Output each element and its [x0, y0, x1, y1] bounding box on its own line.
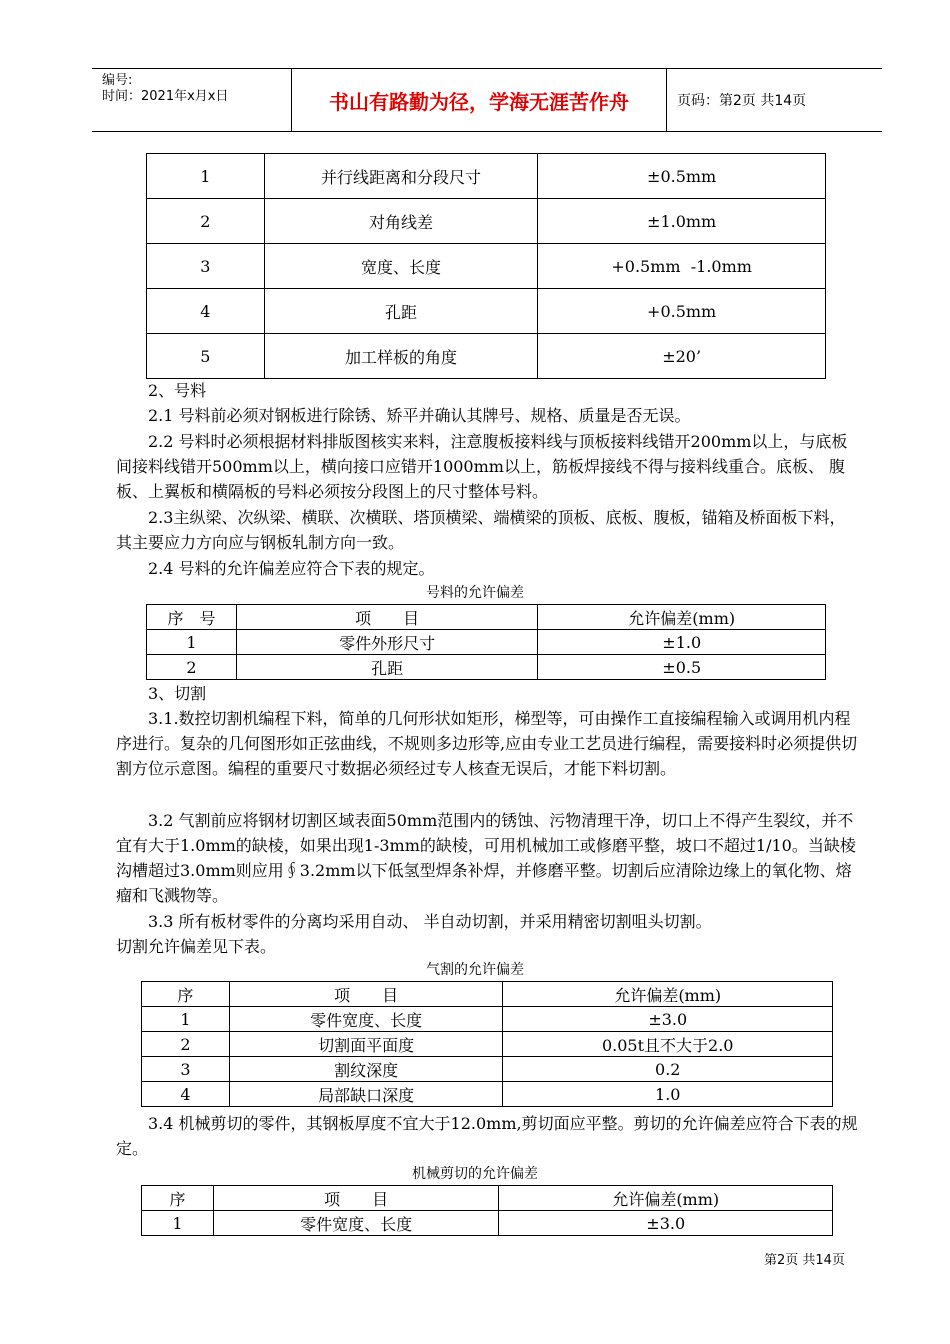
table-cell: 加工样板的角度	[264, 334, 538, 379]
table-cell: 零件外形尺寸	[236, 630, 538, 655]
table-cell: +0.5mm	[538, 289, 826, 334]
table-cell: 1	[147, 154, 265, 199]
table-row	[142, 1032, 833, 1057]
header-meta	[92, 69, 292, 131]
table-4-caption: 机械剪切的允许偏差	[412, 1166, 538, 1182]
page-footer: 第2页 共14页	[764, 1253, 845, 1268]
section-3-3: 3.3 所有板材零件的分离均采用自动、 半自动切割，并采用精密切割咀头切割。	[148, 912, 712, 931]
tolerance-table-2	[146, 604, 826, 680]
section-2-1: 2.1 号料前必须对钢板进行除锈、矫平并确认其牌号、规格、质量是否无误。	[148, 406, 691, 425]
table-header: 项 目	[213, 1186, 499, 1211]
table-cell: 0.05t且不大于2.0	[503, 1032, 833, 1057]
doc-number-label: 编号:	[102, 73, 133, 88]
table-header: 项 目	[236, 605, 538, 630]
table-cell: ±1.0	[538, 630, 826, 655]
table-header-row	[142, 1186, 833, 1211]
table-cell: 2	[147, 199, 265, 244]
table-row	[147, 655, 826, 680]
table-header-row	[142, 982, 833, 1007]
table-header: 序	[142, 1186, 214, 1211]
table-cell: 3	[142, 1057, 230, 1082]
table-header: 允许偏差(mm)	[503, 982, 833, 1007]
table-2-caption: 号料的允许偏差	[426, 585, 524, 601]
table-row	[147, 630, 826, 655]
section-3-title: 3、切割	[148, 684, 207, 703]
table-cell: ±1.0mm	[538, 199, 826, 244]
table-cell: 并行线距离和分段尺寸	[264, 154, 538, 199]
table-cell: 切割面平面度	[229, 1032, 503, 1057]
table-header: 允许偏差(mm)	[499, 1186, 833, 1211]
table-row	[147, 154, 826, 199]
table-row	[142, 1007, 833, 1032]
table-cell: 3	[147, 244, 265, 289]
table-cell: 零件宽度、长度	[229, 1007, 503, 1032]
table-cell: 4	[142, 1082, 230, 1107]
table-cell: ±3.0	[499, 1211, 833, 1236]
tolerance-table-4	[141, 1185, 833, 1236]
doc-time-label: 时间：2021年x月x日	[102, 89, 229, 104]
table-cell: 宽度、长度	[264, 244, 538, 289]
table-cell: 局部缺口深度	[229, 1082, 503, 1107]
table-cell: 1	[142, 1211, 214, 1236]
table-cell: 零件宽度、长度	[213, 1211, 499, 1236]
header-motto: 书山有路勤为径，学海无涯苦作舟	[292, 69, 667, 131]
table-cell: ±20’	[538, 334, 826, 379]
section-2-title: 2、号料	[148, 381, 207, 400]
table-cell: 对角线差	[264, 199, 538, 244]
table-cell: ±3.0	[503, 1007, 833, 1032]
section-2-4: 2.4 号料的允许偏差应符合下表的规定。	[148, 559, 435, 578]
table-row	[142, 1211, 833, 1236]
section-3-3b: 切割允许偏差见下表。	[116, 937, 277, 956]
table-row	[147, 334, 826, 379]
table-cell: 2	[142, 1032, 230, 1057]
table-cell: +0.5mm -1.0mm	[538, 244, 826, 289]
table-row	[142, 1057, 833, 1082]
section-3-4: 3.4 机械剪切的零件，其钢板厚度不宜大于12.0mm,剪切面应平整。剪切的允许偏差应符合下表的规定。	[116, 1114, 858, 1158]
table-header: 项 目	[229, 982, 503, 1007]
tolerance-table-3	[141, 981, 833, 1107]
header-page-info: 页码：第2页 共14页	[677, 93, 807, 109]
tolerance-table-1	[146, 153, 826, 379]
table-cell: 0.2	[503, 1057, 833, 1082]
table-header: 序	[142, 982, 230, 1007]
table-header: 允许偏差(mm)	[538, 605, 826, 630]
table-row	[147, 244, 826, 289]
table-cell: 2	[147, 655, 237, 680]
table-cell: ±0.5mm	[538, 154, 826, 199]
section-2-2: 2.2 号料时必须根据材料排版图核实来料，注意腹板接料线与顶板接料线错开200mm以上，与底板间接料线错开500mm以上，横向接口应错开1000mm以上，筋板焊接线不得与接料线重合。底板、 腹板、上翼板和横隔板的号料必须按分段图上的尺寸整体号料。	[116, 432, 848, 501]
table-cell: 1	[142, 1007, 230, 1032]
table-header: 序 号	[147, 605, 237, 630]
table-cell: 4	[147, 289, 265, 334]
section-3-1: 3.1.数控切割机编程下料，简单的几何形状如矩形，梯型等，可由操作工直接编程输入或调用机内程序进行。复杂的几何图形如正弦曲线，不规则多边形等,应由专业工艺员进行编程，需要接料时必须提供切割方位示意图。编程的重要尺寸数据必须经过专人核查无误后，才能下料切割。	[116, 709, 858, 778]
table-cell: 1.0	[503, 1082, 833, 1107]
table-cell: 割纹深度	[229, 1057, 503, 1082]
table-cell: 孔距	[264, 289, 538, 334]
page-header	[92, 68, 882, 132]
table-row	[147, 289, 826, 334]
section-2-3: 2.3主纵梁、次纵梁、横联、次横联、塔顶横梁、端横梁的顶板、底板、腹板，锚箱及桥面板下料，其主要应力方向应与钢板轧制方向一致。	[116, 508, 846, 552]
table-cell: ±0.5	[538, 655, 826, 680]
section-3-2: 3.2 气割前应将钢材切割区域表面50mm范围内的锈蚀、污物清理干净，切口上不得产生裂纹，并不宜有大于1.0mm的缺棱，如果出现1-3mm的缺棱，可用机械加工或修磨平整，坡口不超过1/10。当缺棱沟槽超过3.0mm则应用∮3.2mm以下低氢型焊条补焊，并修磨平整。切割后应清除边缘上的氧化物、熔瘤和飞溅物等。	[116, 811, 856, 905]
table-row	[147, 199, 826, 244]
table-header-row	[147, 605, 826, 630]
table-cell: 5	[147, 334, 265, 379]
table-3-caption: 气割的允许偏差	[426, 962, 524, 978]
table-row	[142, 1082, 833, 1107]
table-cell: 1	[147, 630, 237, 655]
table-cell: 孔距	[236, 655, 538, 680]
